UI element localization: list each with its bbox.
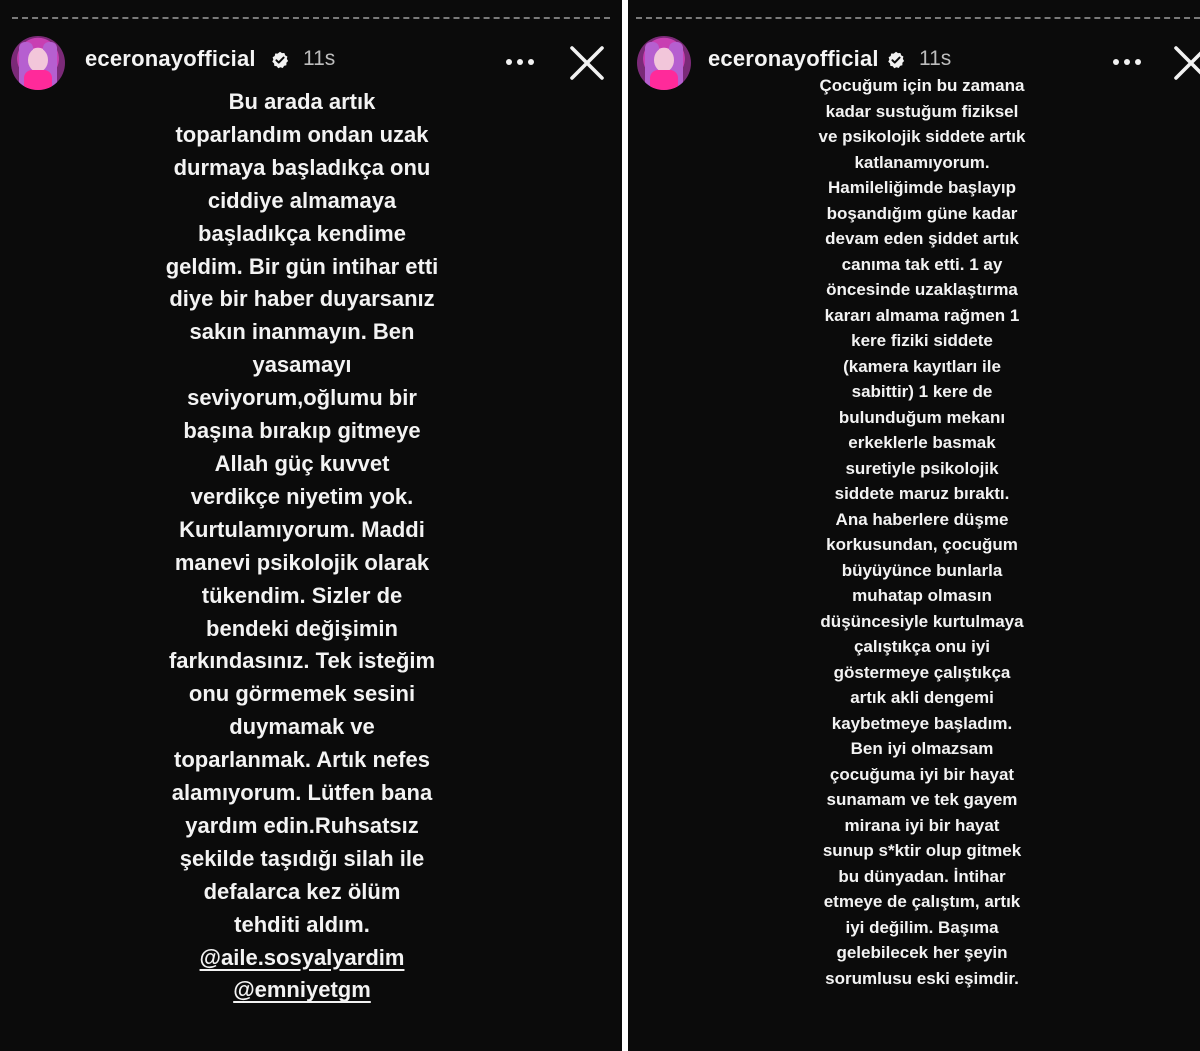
- verified-badge-icon: [887, 51, 905, 69]
- mention-link[interactable]: @aile.sosyalyardim: [199, 944, 405, 970]
- story-header: [0, 30, 622, 90]
- text-line: düşüncesiyle kurtulmaya: [820, 611, 1024, 631]
- text-line: onu görmemek sesini: [188, 681, 416, 707]
- text-line: sunup s*ktir olup gitmek: [822, 841, 1022, 860]
- text-line: erkeklerle basmak: [848, 433, 996, 452]
- text-line: seviyorum,oğlumu bir: [187, 385, 417, 411]
- profile-avatar[interactable]: [637, 36, 691, 90]
- text-line: ve psikolojik siddete artık: [818, 127, 1026, 146]
- story-text: [764, 73, 1080, 991]
- text-line: toparlandım ondan uzak: [175, 121, 429, 147]
- text-line: artık akli dengemi: [850, 688, 994, 707]
- text-line: tükendim. Sizler de: [201, 582, 403, 608]
- story-timestamp: 11s: [303, 47, 336, 70]
- text-line: yasamayı: [252, 352, 352, 378]
- text-line: diye bir haber duyarsanız: [169, 286, 435, 312]
- text-line: Kurtulamıyorum. Maddi: [179, 516, 425, 542]
- text-line: katlanamıyorum.: [854, 152, 990, 172]
- more-options-icon[interactable]: [1112, 58, 1142, 66]
- text-line: sorumlusu eski eşimdir.: [825, 968, 1019, 988]
- text-line: Bu arada artık: [228, 89, 376, 114]
- more-options-icon[interactable]: [505, 58, 535, 66]
- text-line: sunamam ve tek gayem: [826, 790, 1018, 809]
- text-line: çocuğuma iyi bir hayat: [829, 764, 1015, 784]
- text-line: bu dünyadan. İntihar: [838, 866, 1006, 886]
- profile-avatar[interactable]: [11, 36, 65, 90]
- text-line: mirana iyi bir hayat: [844, 815, 1000, 835]
- text-line: şekilde taşıdığı silah ile: [179, 845, 425, 871]
- text-line: kadar sustuğum fiziksel: [825, 101, 1019, 121]
- text-line: devam eden şiddet artık: [825, 229, 1019, 248]
- text-line: göstermeye çalıştıkça: [833, 662, 1011, 682]
- text-line: alamıyorum. Lütfen bana: [171, 780, 433, 806]
- text-line: verdikçe niyetim yok.: [190, 483, 414, 509]
- text-line: bulunduğum mekanı: [838, 407, 1006, 427]
- text-line: Çocuğum için bu zamana: [819, 76, 1025, 95]
- text-line: ciddiye almamaya: [207, 187, 397, 213]
- text-line: (kamera kayıtları ile: [843, 356, 1001, 376]
- text-line: toparlanmak. Artık nefes: [174, 747, 430, 773]
- text-line: bendeki değişimin: [206, 615, 398, 641]
- story-progress-bar: [636, 17, 1200, 19]
- username-link[interactable]: eceronayofficial: [708, 46, 879, 71]
- text-line: defalarca kez ölüm: [203, 878, 401, 904]
- text-line: Allah güç kuvvet: [214, 450, 390, 476]
- text-line: kararı almama rağmen 1: [824, 305, 1020, 325]
- close-icon[interactable]: [568, 44, 606, 82]
- text-line: suretiyle psikolojik: [845, 458, 999, 478]
- text-line: Hamileliğimde başlayıp: [827, 178, 1016, 197]
- story-timestamp: 11s: [919, 47, 952, 70]
- mention-link[interactable]: @emniyetgm: [233, 977, 371, 1003]
- text-line: duymamak ve: [229, 714, 375, 740]
- story-panel-right[interactable]: [628, 0, 1200, 1051]
- text-line: sabittir) 1 kere de: [851, 382, 993, 401]
- text-line: muhatap olmasın: [852, 586, 992, 605]
- text-line: farkındasınız. Tek isteğim: [168, 648, 436, 674]
- text-line: gelebilecek her şeyin: [836, 943, 1008, 962]
- text-line: tehditi aldım.: [234, 911, 370, 937]
- text-line: başladıkça kendime: [198, 220, 406, 246]
- text-line: öncesinde uzaklaştırma: [826, 280, 1018, 299]
- story-progress-bar: [12, 17, 610, 19]
- text-line: başına bırakıp gitmeye: [183, 418, 421, 444]
- text-line: kaybetmeye başladım.: [831, 713, 1013, 733]
- text-line: manevi psikolojik olarak: [174, 549, 430, 575]
- text-line: çalıştıkça onu iyi: [853, 637, 991, 656]
- text-line: canıma tak etti. 1 ay: [841, 254, 1003, 274]
- text-line: iyi değilim. Başıma: [845, 917, 999, 937]
- text-line: sakın inanmayın. Ben: [189, 319, 415, 345]
- text-line: Ana haberlere düşme: [835, 509, 1009, 529]
- text-line: yardım edin.Ruhsatsız: [185, 812, 419, 838]
- text-line: kere fiziki siddete: [851, 331, 993, 350]
- close-icon[interactable]: [1172, 44, 1200, 82]
- text-line: durmaya başladıkça onu: [173, 154, 431, 180]
- text-line: Ben iyi olmazsam: [850, 739, 994, 758]
- verified-badge-icon: [271, 51, 289, 69]
- text-line: boşandığım güne kadar: [826, 203, 1018, 223]
- text-line: korkusundan, çocuğum: [826, 535, 1018, 554]
- username-link[interactable]: eceronayofficial: [85, 46, 256, 71]
- text-line: etmeye de çalıştım, artık: [823, 892, 1021, 911]
- text-line: geldim. Bir gün intihar etti: [165, 253, 439, 279]
- story-text: [60, 86, 544, 1007]
- text-line: büyüyünce bunlarla: [841, 560, 1003, 580]
- text-line: siddete maruz bıraktı.: [834, 484, 1010, 503]
